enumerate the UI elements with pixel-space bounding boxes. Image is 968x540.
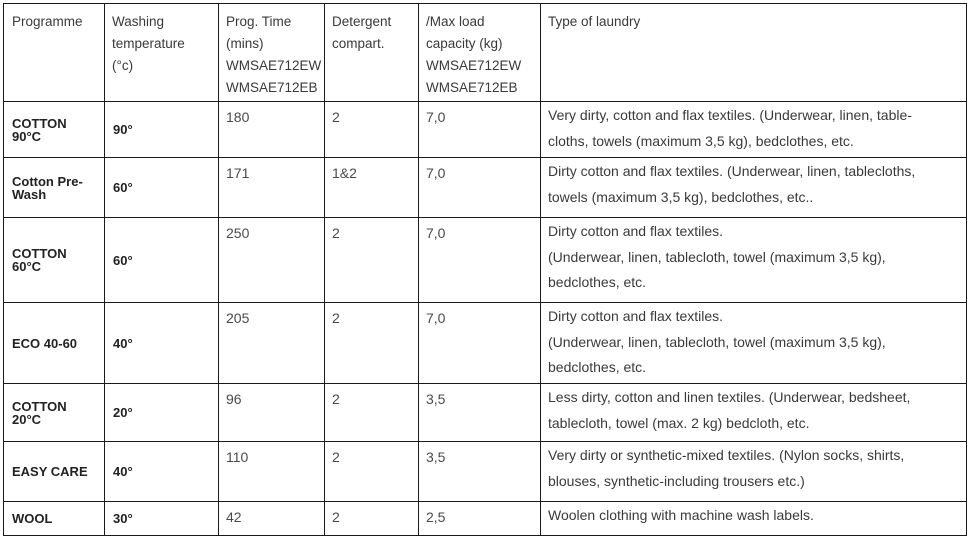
laundry-type-line: Dirty cotton and flax textiles.	[548, 223, 724, 239]
laundry-type-cell	[541, 442, 967, 502]
laundry-type-line: cloths, towels (maximum 3,5 kg), bedclothes, etc.	[548, 132, 854, 149]
temperature-cell: 60°	[105, 218, 219, 303]
table-row	[4, 442, 967, 502]
programme-cell	[4, 218, 105, 303]
programme-line: WOOL	[12, 511, 53, 526]
header-line: WMSAE712EB	[226, 80, 318, 95]
header-line: WMSAE712EW	[226, 58, 322, 73]
detergent-cell: 2	[325, 102, 419, 158]
header-load	[419, 4, 541, 102]
table-row	[4, 502, 967, 536]
programme-cell	[4, 384, 105, 442]
load-cell: 7,0	[419, 158, 541, 218]
detergent-cell: 2	[325, 442, 419, 502]
programme-cell	[4, 442, 105, 502]
header-type	[541, 4, 967, 102]
laundry-type-line: blouses, synthetic-including trousers etc.)	[548, 472, 805, 489]
temperature-cell: 40°	[105, 303, 219, 384]
laundry-type-line: (Underwear, linen, tablecloth, towel (maximum 3,5 kg),	[548, 333, 886, 350]
programme-line: COTTON	[12, 246, 67, 261]
temperature-cell: 60°	[105, 158, 219, 218]
programme-line: ECO 40-60	[12, 335, 78, 351]
header-temperature	[105, 4, 219, 102]
detergent-cell: 2	[325, 384, 419, 442]
programme-line: Wash	[12, 186, 47, 202]
header-line: WMSAE712EW	[426, 58, 522, 73]
header-line: Prog. Time	[226, 14, 292, 29]
table-row	[4, 384, 967, 442]
detergent-cell: 2	[325, 218, 419, 303]
laundry-type-cell	[541, 303, 967, 384]
load-cell: 7,0	[419, 218, 541, 303]
prog-time-cell: 42	[219, 502, 325, 536]
prog-time-cell: 96	[219, 384, 325, 442]
header-line: WMSAE712EB	[426, 80, 518, 95]
detergent-cell: 1&2	[325, 158, 419, 218]
header-detergent	[325, 4, 419, 102]
header-row	[4, 4, 967, 102]
prog-time-cell: 180	[219, 102, 325, 158]
laundry-type-line: tablecloth, towel (max. 2 kg) bedcloth, etc.	[548, 414, 810, 431]
programme-cell	[4, 102, 105, 158]
header-line: Programme	[12, 14, 83, 29]
programme-line: COTTON	[12, 115, 67, 131]
temperature-cell: 40°	[105, 442, 219, 502]
laundry-type-cell	[541, 384, 967, 442]
load-cell: 2,5	[419, 502, 541, 536]
prog-time-cell: 250	[219, 218, 325, 303]
programme-table	[3, 3, 967, 536]
header-line: Detergent	[332, 14, 392, 29]
programme-cell	[4, 502, 105, 536]
programme-line: EASY CARE	[12, 464, 88, 479]
laundry-type-cell	[541, 502, 967, 536]
load-cell: 7,0	[419, 102, 541, 158]
laundry-type-cell	[541, 218, 967, 303]
laundry-type-cell	[541, 102, 967, 158]
prog-time-cell: 205	[219, 303, 325, 384]
header-line: compart.	[332, 36, 385, 51]
prog-time-cell: 110	[219, 442, 325, 502]
table-row	[4, 303, 967, 384]
header-programme	[4, 4, 105, 102]
laundry-type-line: Very dirty, cotton and flax textiles. (Underwear, linen, table-	[548, 107, 912, 123]
load-cell: 3,5	[419, 442, 541, 502]
laundry-type-line: Very dirty or synthetic-mixed textiles. (Nylon socks, shirts,	[548, 447, 905, 463]
table-row	[4, 218, 967, 303]
laundry-type-line: Dirty cotton and flax textiles. (Underwear, linen, tablecloths,	[548, 163, 916, 179]
detergent-cell: 2	[325, 303, 419, 384]
header-line: temperature	[112, 36, 185, 51]
header-line: Type of laundry	[548, 14, 641, 29]
prog-time-cell: 171	[219, 158, 325, 218]
programme-cell	[4, 158, 105, 218]
programme-line: 20°C	[12, 411, 42, 427]
programme-line: COTTON	[12, 398, 67, 414]
temperature-cell: 90°	[105, 102, 219, 158]
temperature-cell: 20°	[105, 384, 219, 442]
load-cell: 7,0	[419, 303, 541, 384]
laundry-type-line: towels (maximum 3,5 kg), bedclothes, etc..	[548, 188, 814, 205]
header-line: /Max load	[426, 14, 485, 29]
laundry-type-line: (Underwear, linen, tablecloth, towel (maximum 3,5 kg),	[548, 248, 886, 265]
programme-line: Cotton Pre-	[12, 173, 83, 189]
laundry-type-line: Woolen clothing with machine wash labels.	[548, 507, 814, 523]
table-row	[4, 158, 967, 218]
detergent-cell: 2	[325, 502, 419, 536]
laundry-type-cell	[541, 158, 967, 218]
programme-cell	[4, 303, 105, 384]
laundry-type-line: bedclothes, etc.	[548, 359, 647, 375]
laundry-type-line: bedclothes, etc.	[548, 274, 647, 290]
temperature-cell: 30°	[105, 502, 219, 536]
laundry-type-line: Dirty cotton and flax textiles.	[548, 308, 724, 324]
header-line: (mins)	[226, 36, 264, 51]
header-line: (°c)	[112, 58, 134, 73]
header-line: Washing	[112, 14, 165, 29]
table-row	[4, 102, 967, 158]
programme-line: 60°C	[12, 259, 42, 274]
load-cell: 3,5	[419, 384, 541, 442]
programme-line: 90°C	[12, 128, 42, 144]
laundry-type-line: Less dirty, cotton and linen textiles. (Underwear, bedsheet,	[548, 389, 911, 405]
header-prog-time	[219, 4, 325, 102]
header-line: capacity (kg)	[426, 36, 503, 51]
